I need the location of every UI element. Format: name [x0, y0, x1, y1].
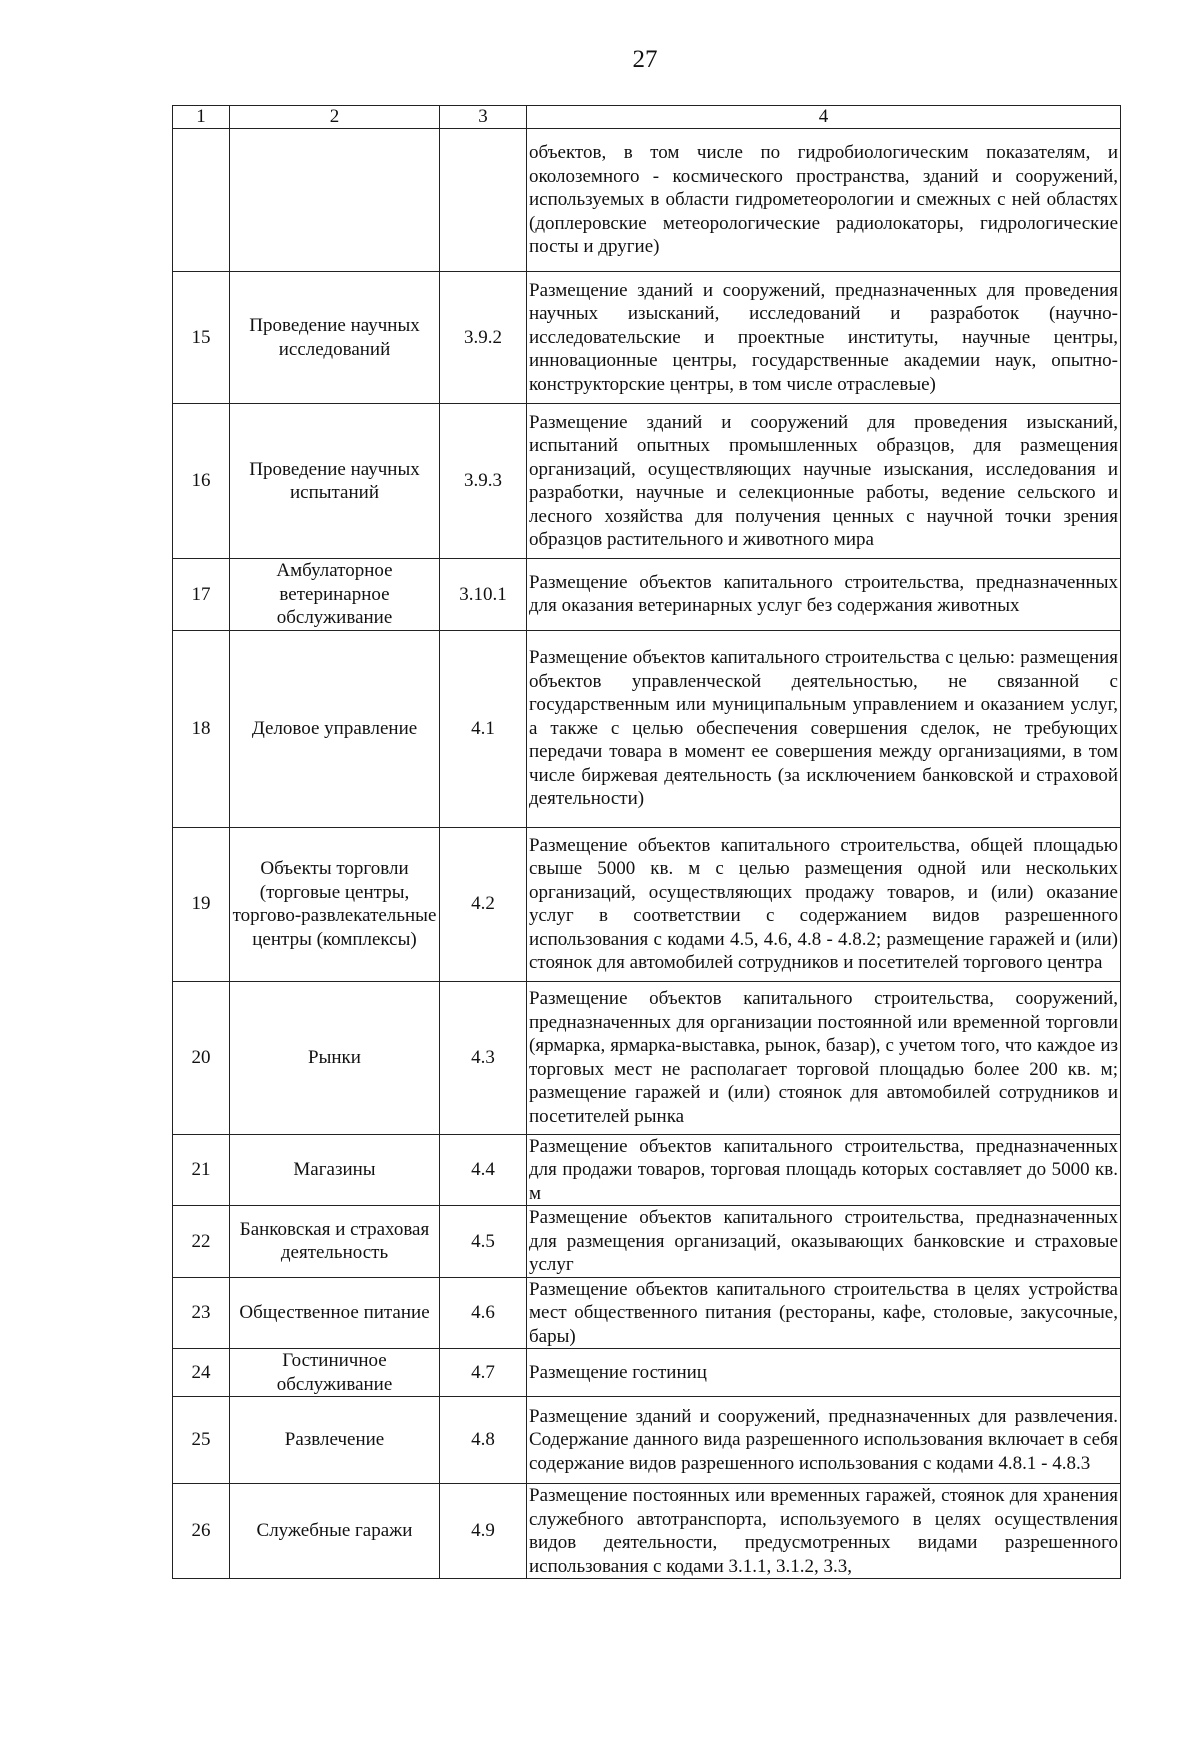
row-number: 26 — [173, 1484, 230, 1579]
column-header-1: 1 — [173, 106, 230, 129]
table-header-row — [173, 106, 1121, 129]
row-number: 21 — [173, 1134, 230, 1206]
row-number: 20 — [173, 981, 230, 1134]
land-use-description: Размещение объектов капитального строительства, предназначенных для продажи товаров, торговая площадь которых составляет до 5000 кв. м — [527, 1134, 1121, 1206]
table-row — [173, 981, 1121, 1134]
land-use-name: Рынки — [230, 981, 440, 1134]
land-use-description: Размещение объектов капитального строительства, предназначенных для размещения организаций, оказывающих банковские и страховые услуг — [527, 1206, 1121, 1278]
table-row — [173, 1206, 1121, 1278]
land-use-description: Размещение объектов капитального строительства, предназначенных для оказания ветеринарных услуг без содержания животных — [527, 559, 1121, 631]
row-number: 18 — [173, 630, 230, 827]
table-row — [173, 630, 1121, 827]
land-use-name: Служебные гаражи — [230, 1484, 440, 1579]
table-row — [173, 404, 1121, 559]
land-use-name: Магазины — [230, 1134, 440, 1206]
row-number: 24 — [173, 1349, 230, 1397]
table-row — [173, 559, 1121, 631]
land-use-name: Проведение научных исследований — [230, 272, 440, 404]
land-use-description: Размещение объектов капитального строительства, общей площадью свыше 5000 кв. м с целью размещения одной или нескольких организаций, осуществляющих продажу товаров, и (или) оказание услуг в соответствии с содержанием видов разрешенного использования с кодами 4.5, 4.6, 4.8 - 4.8.2; размещение гаражей и (или) стоянок для автомобилей сотрудников и посетителей торгового центра — [527, 827, 1121, 981]
row-number — [173, 129, 230, 272]
row-number: 17 — [173, 559, 230, 631]
land-use-code: 4.5 — [440, 1206, 527, 1278]
land-use-name: Амбулаторное ветеринарное обслуживание — [230, 559, 440, 631]
row-number: 16 — [173, 404, 230, 559]
table-row — [173, 827, 1121, 981]
table-row — [173, 272, 1121, 404]
land-use-code: 4.2 — [440, 827, 527, 981]
land-use-code: 4.9 — [440, 1484, 527, 1579]
table-row — [173, 1349, 1121, 1397]
table-row — [173, 1134, 1121, 1206]
land-use-description: Размещение зданий и сооружений для проведения изысканий, испытаний опытных промышленных образцов, для размещения организаций, осуществляющих научные изыскания, исследования и разработки, научные и селекционные работы, ведение сельского и лесного хозяйства для получения ценных с научной точки зрения образцов растительного и животного мира — [527, 404, 1121, 559]
land-use-code: 4.8 — [440, 1397, 527, 1484]
land-use-description: Размещение объектов капитального строительства, сооружений, предназначенных для организации постоянной или временной торговли (ярмарка, ярмарка-выставка, рынок, базар), с учетом того, что каждое из торговых мест не располагает торговой площадью более 200 кв. м; размещение гаражей и (или) стоянок для автомобилей сотрудников и посетителей рынка — [527, 981, 1121, 1134]
land-use-code: 4.6 — [440, 1277, 527, 1349]
column-header-2: 2 — [230, 106, 440, 129]
row-number: 15 — [173, 272, 230, 404]
land-use-code: 4.7 — [440, 1349, 527, 1397]
row-number: 23 — [173, 1277, 230, 1349]
row-number: 22 — [173, 1206, 230, 1278]
land-use-table — [172, 105, 1121, 1579]
column-header-4: 4 — [527, 106, 1121, 129]
land-use-description: Размещение гостиниц — [527, 1349, 1121, 1397]
page-number: 27 — [632, 46, 658, 73]
table-row — [173, 129, 1121, 272]
land-use-description: объектов, в том числе по гидробиологическим показателям, и околоземного - космического пространства, зданий и сооружений, используемых в области гидрометеорологии и смежных с ней областях (доплеровские метеорологические радиолокаторы, гидрологические посты и другие) — [527, 129, 1121, 272]
land-use-name: Общественное питание — [230, 1277, 440, 1349]
column-header-3: 3 — [440, 106, 527, 129]
table-row — [173, 1277, 1121, 1349]
land-use-name: Банковская и страховая деятельность — [230, 1206, 440, 1278]
table-row — [173, 1484, 1121, 1579]
land-use-code: 4.1 — [440, 630, 527, 827]
land-use-description: Размещение зданий и сооружений, предназначенных для проведения научных изысканий, исследований и разработок (научно-исследовательские и проектные институты, научные центры, инновационные центры, государственные академии наук, опытно-конструкторские центры, в том числе отраслевые) — [527, 272, 1121, 404]
land-use-code: 4.3 — [440, 981, 527, 1134]
land-use-name: Гостиничное обслуживание — [230, 1349, 440, 1397]
land-use-code: 3.9.3 — [440, 404, 527, 559]
land-use-code — [440, 129, 527, 272]
table-row — [173, 1397, 1121, 1484]
land-use-description: Размещение объектов капитального строительства в целях устройства мест общественного питания (рестораны, кафе, столовые, закусочные, бары) — [527, 1277, 1121, 1349]
land-use-code: 3.9.2 — [440, 272, 527, 404]
land-use-name: Деловое управление — [230, 630, 440, 827]
row-number: 19 — [173, 827, 230, 981]
land-use-description: Размещение зданий и сооружений, предназначенных для развлечения. Содержание данного вида разрешенного использования включает в себя содержание видов разрешенного использования с кодами 4.8.1 - 4.8.3 — [527, 1397, 1121, 1484]
land-use-code: 3.10.1 — [440, 559, 527, 631]
land-use-name — [230, 129, 440, 272]
land-use-name: Проведение научных испытаний — [230, 404, 440, 559]
row-number: 25 — [173, 1397, 230, 1484]
land-use-description: Размещение объектов капитального строительства с целью: размещения объектов управленческой деятельностью, не связанной с государственным или муниципальным управлением и оказанием услуг, а также с целью обеспечения совершения сделок, не требующих передачи товара в момент ее совершения между организациями, в том числе биржевая деятельность (за исключением банковской и страховой деятельности) — [527, 630, 1121, 827]
land-use-name: Развлечение — [230, 1397, 440, 1484]
land-use-name: Объекты торговли (торговые центры, торгово-развлекательные центры (комплексы) — [230, 827, 440, 981]
land-use-code: 4.4 — [440, 1134, 527, 1206]
land-use-description: Размещение постоянных или временных гаражей, стоянок для хранения служебного автотранспорта, используемого в целях осуществления видов деятельности, предусмотренных видами разрешенного использования с кодами 3.1.1, 3.1.2, 3.3, — [527, 1484, 1121, 1579]
